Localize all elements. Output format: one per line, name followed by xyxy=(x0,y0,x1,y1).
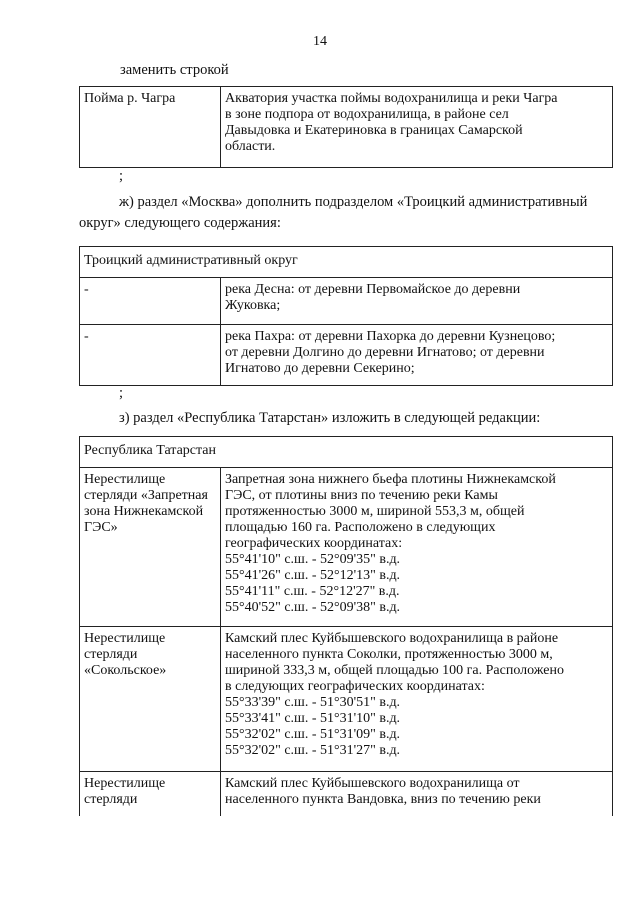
table-row xyxy=(80,772,613,817)
cell-name: Нерестилище стерляди «Сокольское» xyxy=(80,627,221,772)
table-troitsky xyxy=(79,246,613,386)
cell-river: река Десна: от деревни Первомайское до деревни Жуковка; xyxy=(221,278,613,325)
cell-name: Нерестилище стерляди xyxy=(80,772,221,817)
table-row xyxy=(80,468,613,627)
cell-marker: - xyxy=(80,325,221,386)
header-cell: Республика Татарстан xyxy=(80,437,613,468)
intro-text: заменить строкой xyxy=(120,62,229,78)
cell-marker: - xyxy=(80,278,221,325)
header-cell: Троицкий административный округ xyxy=(80,247,613,278)
table-row xyxy=(80,325,613,386)
table-row xyxy=(80,627,613,772)
table-header-row xyxy=(80,247,613,278)
cell-river: река Пахра: от деревни Пахорка до деревни Кузнецово; от деревни Долгино до деревни Игнатово; от деревни Игнатово до деревни Секерино; xyxy=(221,325,613,386)
table-tatarstan xyxy=(79,436,613,816)
semicolon-2: ; xyxy=(119,385,124,401)
paragraph-zh: ж) раздел «Москва» дополнить подразделом «Троицкий административный округ» следующего содержания: xyxy=(79,194,588,231)
semicolon-1: ; xyxy=(119,168,124,184)
cell-name: Пойма р. Чагра xyxy=(80,87,221,168)
cell-description: Камский плес Куйбышевского водохранилища в районе населенного пункта Соколки, протяженностью 3000 м, шириной 333,3 м, общей площадью 100 га. Расположено в следующих географических координатах: 55°33'39" с.ш. - 51°30'51" в.д. 55°33'41" с.ш. - 51°31'10" в.д. 55°32'02" с.ш. - 51°31'09" в.д. 55°32'02" с.ш. - 51°31'27" в.д. xyxy=(221,627,613,772)
page-number: 14 xyxy=(313,34,327,49)
cell-description: Камский плес Куйбышевского водохранилища от населенного пункта Вандовка, вниз по течению реки xyxy=(221,772,613,817)
cell-description: Запретная зона нижнего бьефа плотины Нижнекамской ГЭС, от плотины вниз по течению реки Камы протяженностью 3000 м, шириной 553,3 м, общей площадью 160 га. Расположено в следующих географических координатах: 55°41'10" с.ш. - 52°09'35" в.д. 55°41'26" с.ш. - 52°12'13" в.д. 55°41'11" с.ш. - 52°12'27" в.д. 55°40'52" с.ш. - 52°09'38" в.д. xyxy=(221,468,613,627)
cell-name: Нерестилище стерляди «Запретная зона Нижнекамской ГЭС» xyxy=(80,468,221,627)
table-row xyxy=(80,278,613,325)
table-header-row xyxy=(80,437,613,468)
paragraph-z: з) раздел «Республика Татарстан» изложить в следующей редакции: xyxy=(119,410,541,426)
cell-description: Акватория участка поймы водохранилища и реки Чагра в зоне подпора от водохранилища, в районе сел Давыдовка и Екатериновка в границах Самарской области. xyxy=(221,87,613,168)
table-row xyxy=(80,87,613,168)
table-chagra xyxy=(79,86,613,168)
